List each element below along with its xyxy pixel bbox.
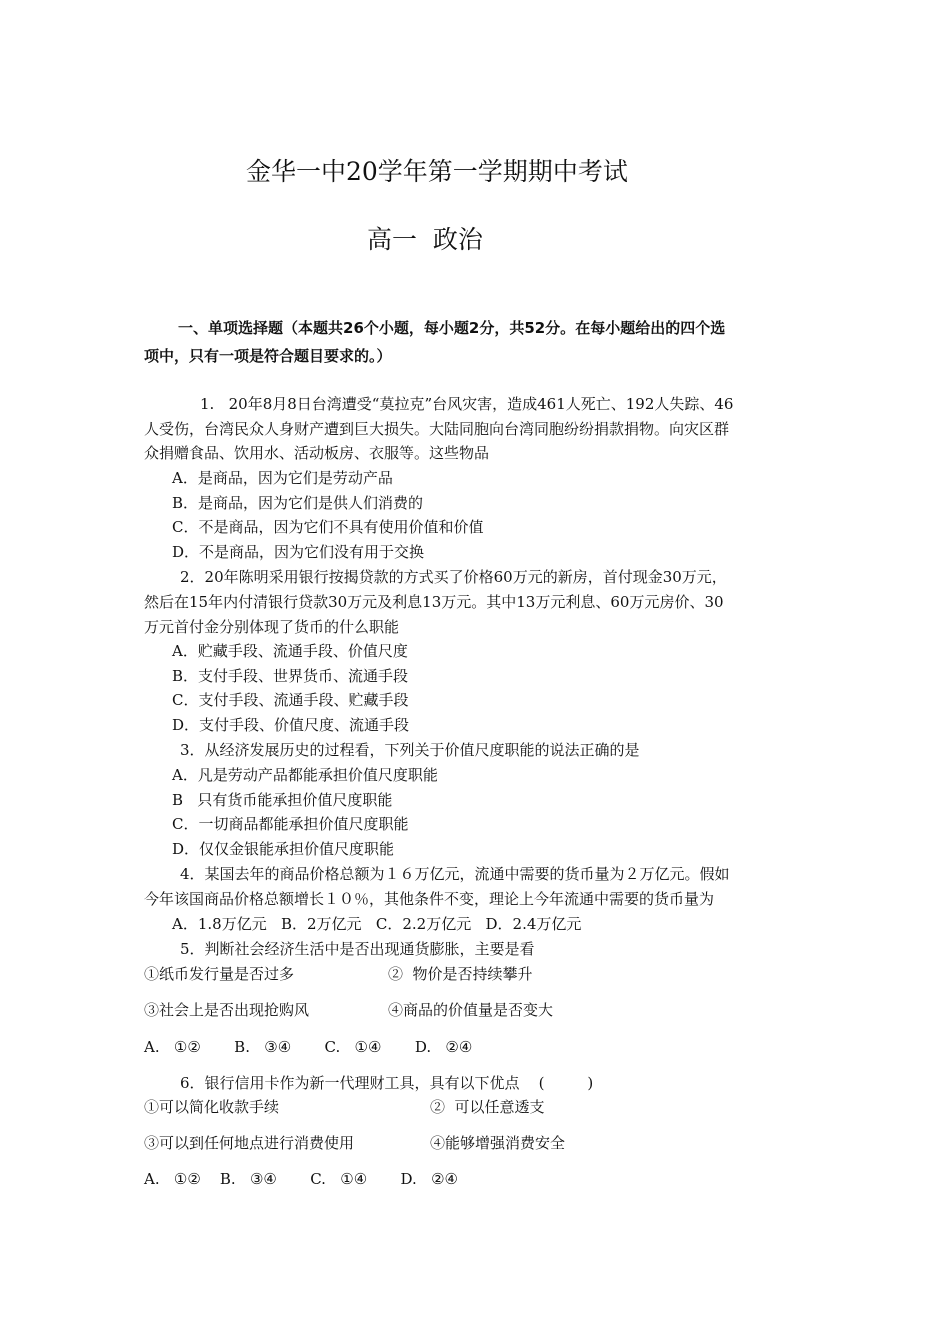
- q6-choice-4: ④能够增强消费安全: [430, 1134, 566, 1152]
- exam-title: 金华一中20学年第一学期期中考试: [246, 157, 628, 186]
- q5-choice-2: ② 物价是否持续攀升: [388, 965, 533, 983]
- q3-option-b: B 只有货币能承担价值尺度职能: [172, 791, 393, 809]
- q2-stem-line2: 然后在15年内付清银行贷款30万元及利息13万元。其中13万元利息、60万元房价、30: [144, 593, 724, 611]
- q5-choice-3: ③社会上是否出现抢购风: [144, 1001, 310, 1019]
- q4-stem-line1: 4．某国去年的商品价格总额为１６万亿元，流通中需要的货币量为２万亿元。假如: [180, 865, 730, 883]
- q1-option-d: D．不是商品，因为它们没有用于交换: [172, 543, 425, 561]
- q6-choice-2: ② 可以任意透支: [430, 1098, 545, 1116]
- section-heading-line1: 一、单项选择题（本题共26个小题，每小题2分，共52分。在每小题给出的四个选: [178, 319, 726, 337]
- q1-stem-line1: 1. 20年8月8日台湾遭受“莫拉克”台风灾害，造成461人死亡、192人失踪、46: [200, 395, 734, 413]
- q5-choice-4: ④商品的价值量是否变大: [388, 1001, 554, 1019]
- q3-stem: 3．从经济发展历史的过程看，下列关于价值尺度职能的说法正确的是: [180, 741, 640, 759]
- q5-answers: A. ①② B. ③④ C. ①④ D. ②④: [144, 1038, 473, 1056]
- q2-option-c: C．支付手段、流通手段、贮藏手段: [172, 691, 409, 709]
- q5-choice-1: ①纸币发行量是否过多: [144, 965, 295, 983]
- q2-option-a: A．贮藏手段、流通手段、价值尺度: [172, 642, 408, 660]
- q1-stem-line3: 众捐赠食品、饮用水、活动板房、衣服等。这些物品: [144, 444, 490, 462]
- q6-stem: 6．银行信用卡作为新一代理财工具，具有以下优点 ( ): [180, 1074, 594, 1092]
- section-heading-line2: 项中，只有一项是符合题目要求的。）: [144, 347, 392, 365]
- q1-option-c: C．不是商品，因为它们不具有使用价值和价值: [172, 518, 484, 536]
- q2-stem-line1: 2．20年陈明采用银行按揭贷款的方式买了价格60万元的新房，首付现金30万元，: [180, 568, 727, 586]
- q3-option-d: D．仅仅金银能承担价值尺度职能: [172, 840, 395, 858]
- q6-choice-3: ③可以到任何地点进行消费使用: [144, 1134, 355, 1152]
- q5-stem: 5．判断社会经济生活中是否出现通货膨胀，主要是看: [180, 940, 535, 958]
- q6-answers: A. ①② B. ③④ C. ①④ D. ②④: [144, 1170, 458, 1188]
- q6-choice-1: ①可以简化收款手续: [144, 1098, 280, 1116]
- q4-options: A．1.8万亿元 B．2万亿元 C．2.2万亿元 D．2.4万亿元: [172, 915, 582, 933]
- exam-subtitle: 高一 政治: [367, 225, 483, 254]
- q2-stem-line3: 万元首付金分别体现了货币的什么职能: [144, 618, 400, 636]
- q3-option-c: C．一切商品都能承担价值尺度职能: [172, 815, 409, 833]
- q4-stem-line2: 今年该国商品价格总额增长１０％，其他条件不变，理论上今年流通中需要的货币量为: [144, 890, 715, 908]
- q1-option-b: B．是商品，因为它们是供人们消费的: [172, 494, 424, 512]
- q3-option-a: A．凡是劳动产品都能承担价值尺度职能: [172, 766, 438, 784]
- q2-option-d: D．支付手段、价值尺度、流通手段: [172, 716, 410, 734]
- q1-option-a: A．是商品，因为它们是劳动产品: [172, 469, 393, 487]
- q1-stem-line2: 人受伤，台湾民众人身财产遭到巨大损失。大陆同胞向台湾同胞纷纷捐款捐物。向灾区群: [144, 420, 730, 438]
- q2-option-b: B．支付手段、世界货币、流通手段: [172, 667, 409, 685]
